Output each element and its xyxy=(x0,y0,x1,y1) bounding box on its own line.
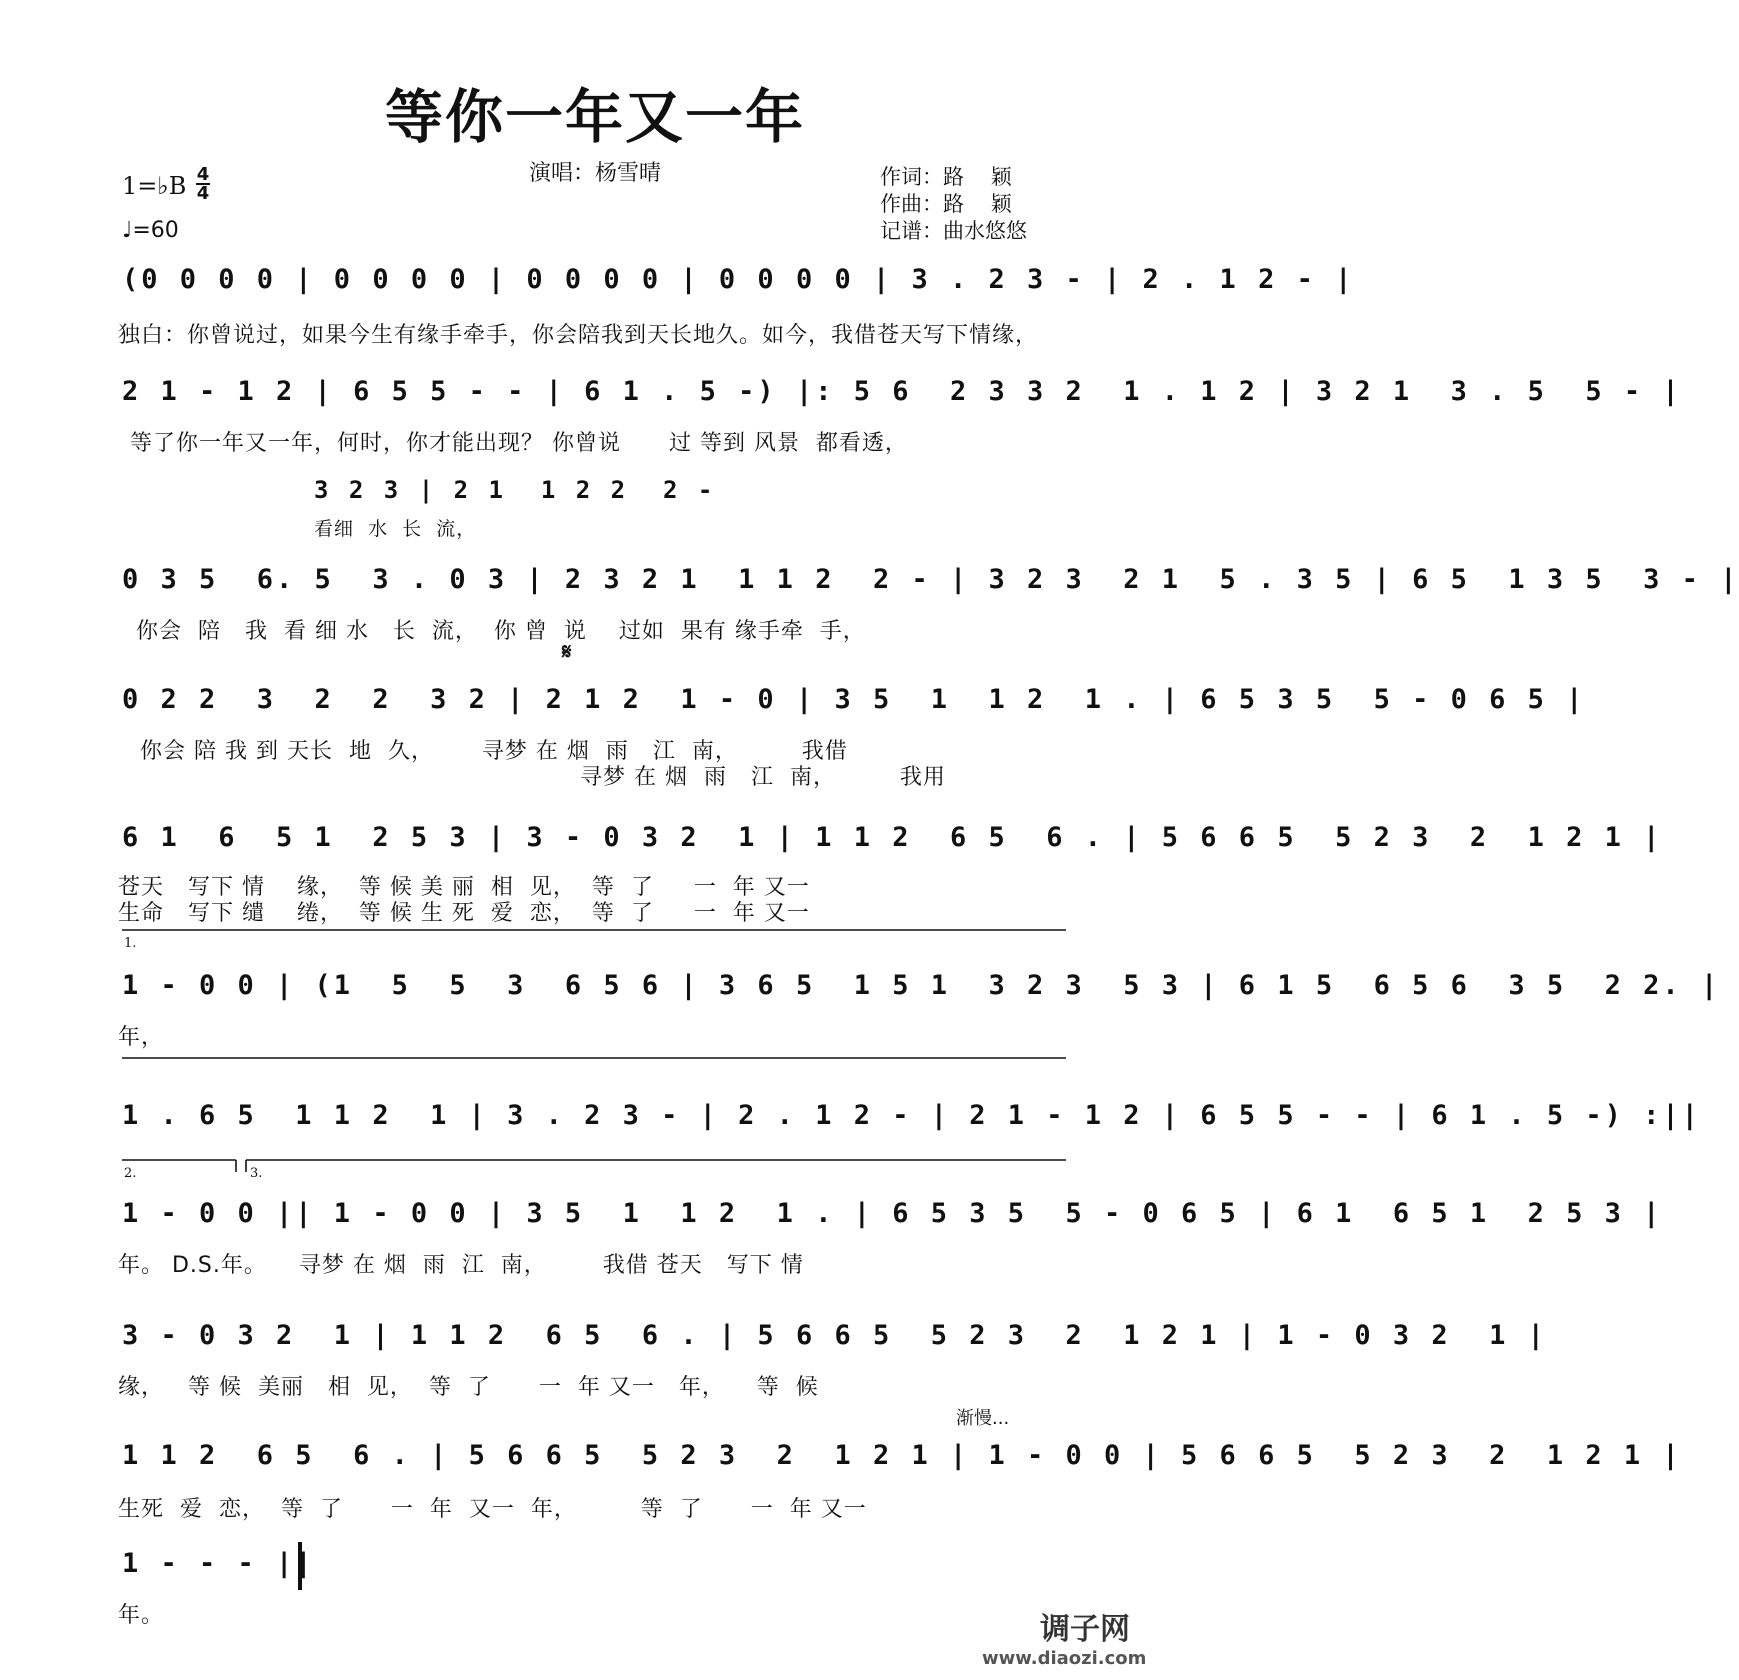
transcriber-credit: 记谱：曲水悠悠 xyxy=(880,219,1027,243)
notation-row: 0 3 5 6. 5 3 . 0 3 | 2 3 2 1 1 1 2 2 - | 3 2 3 2 1 5 . 3 5 | 6 5 1 3 5 3 - | xyxy=(122,564,1739,595)
time-signature: 4 4 xyxy=(196,164,210,204)
lyric-line: 你会 陪 我 到 天长 地 久， 寻梦 在 烟 雨 江 南， 我借 xyxy=(140,739,848,764)
ritardando-marking: 渐慢... xyxy=(956,1408,1010,1429)
notation-row: (0 0 0 0 | 0 0 0 0 | 0 0 0 0 | 0 0 0 0 | 3 . 2 3 - | 2 . 1 2 - | xyxy=(122,264,1355,295)
lyric-line: 年， xyxy=(118,1025,165,1050)
tempo-marking: ♩=60 xyxy=(122,218,179,243)
lyric-line: 看细 水 长 流， xyxy=(314,518,477,540)
lyric-line: 独白：你曾说过，如果今生有缘手牵手，你会陪我到天长地久。如今，我借苍天写下情缘， xyxy=(118,323,1039,348)
notation-row: 1 . 6 5 1 1 2 1 | 3 . 2 3 - | 2 . 1 2 - | 2 1 - 1 2 | 6 5 5 - - | 6 1 . 5 -) :|| xyxy=(122,1100,1701,1131)
lyricist-credit: 作词：路 颖 xyxy=(880,165,1012,189)
notation-row: 3 2 3 | 2 1 1 2 2 2 - xyxy=(314,476,716,504)
watermark-url: www.diaozi.com xyxy=(982,1648,1147,1669)
notation-row: 1 1 2 6 5 6 . | 5 6 6 5 5 2 3 2 1 2 1 | 1 - 0 0 | 5 6 6 5 5 2 3 2 1 2 1 | xyxy=(122,1440,1682,1471)
first-ending-label: 1. xyxy=(124,936,137,951)
lyric-line: 缘， 等 候 美丽 相 见， 等 了 一 年 又一 年， 等 候 xyxy=(118,1375,819,1400)
notation-row: 1 - 0 0 || 1 - 0 0 | 3 5 1 1 2 1 . | 6 5 3 5 5 - 0 6 5 | 6 1 6 5 1 2 5 3 | xyxy=(122,1198,1663,1229)
lyric-line: 年。 xyxy=(118,1603,165,1628)
third-ending-label: 3. xyxy=(250,1166,263,1181)
singer-credit: 演唱：杨雪晴 xyxy=(528,161,661,186)
credits-block xyxy=(880,164,1027,245)
notation-row: 1 - 0 0 | (1 5 5 3 6 5 6 | 3 6 5 1 5 1 3 2 3 5 3 | 6 1 5 6 5 6 3 5 2 2. | xyxy=(122,970,1721,1001)
notation-row: 2 1 - 1 2 | 6 5 5 - - | 6 1 . 5 -) |: 5 6 2 3 3 2 1 . 1 2 | 3 2 1 3 . 5 5 - | xyxy=(122,376,1682,407)
lyric-line: 你会 陪 我 看 细 水 长 流， 你 曾 说 过如 果有 缘手牵 手， xyxy=(136,619,866,644)
watermark-logo: 调子网 xyxy=(1040,1612,1130,1647)
notation-row: 0 2 2 3 2 2 3 2 | 2 1 2 1 - 0 | 3 5 1 1 2 1 . | 6 5 3 5 5 - 0 6 5 | xyxy=(122,684,1586,715)
notation-row: 1 - - - || xyxy=(122,1548,315,1579)
segno-sign: 𝄋 xyxy=(562,640,572,665)
lyric-line: 等了你一年又一年，何时，你才能出现？ 你曾说 过 等到 风景 都看透， xyxy=(130,431,908,456)
second-ending-label: 2. xyxy=(124,1166,137,1181)
lyric-line: 年。 D.S.年。 寻梦 在 烟 雨 江 南， 我借 苍天 写下 情 xyxy=(118,1253,804,1278)
notation-row: 6 1 6 5 1 2 5 3 | 3 - 0 3 2 1 | 1 1 2 6 5 6 . | 5 6 6 5 5 2 3 2 1 2 1 | xyxy=(122,822,1663,853)
lyric-line: 苍天 写下 情 缘， 等 候 美 丽 相 见， 等 了 一 年 又一 xyxy=(118,875,810,900)
notation-row: 3 - 0 3 2 1 | 1 1 2 6 5 6 . | 5 6 6 5 5 2 3 2 1 2 1 | 1 - 0 3 2 1 | xyxy=(122,1320,1547,1351)
lyric-line: 生死 爱 恋， 等 了 一 年 又一 年， 等 了 一 年 又一 xyxy=(118,1497,867,1522)
key-signature: 1=♭B xyxy=(122,172,187,200)
composer-credit: 作曲：路 颖 xyxy=(880,192,1012,216)
song-title: 等你一年又一年 xyxy=(384,83,805,151)
lyric-line-2: 寻梦 在 烟 雨 江 南， 我用 xyxy=(580,765,946,790)
lyric-line-2: 生命 写下 缱 绻， 等 候 生 死 爱 恋， 等 了 一 年 又一 xyxy=(118,901,810,926)
